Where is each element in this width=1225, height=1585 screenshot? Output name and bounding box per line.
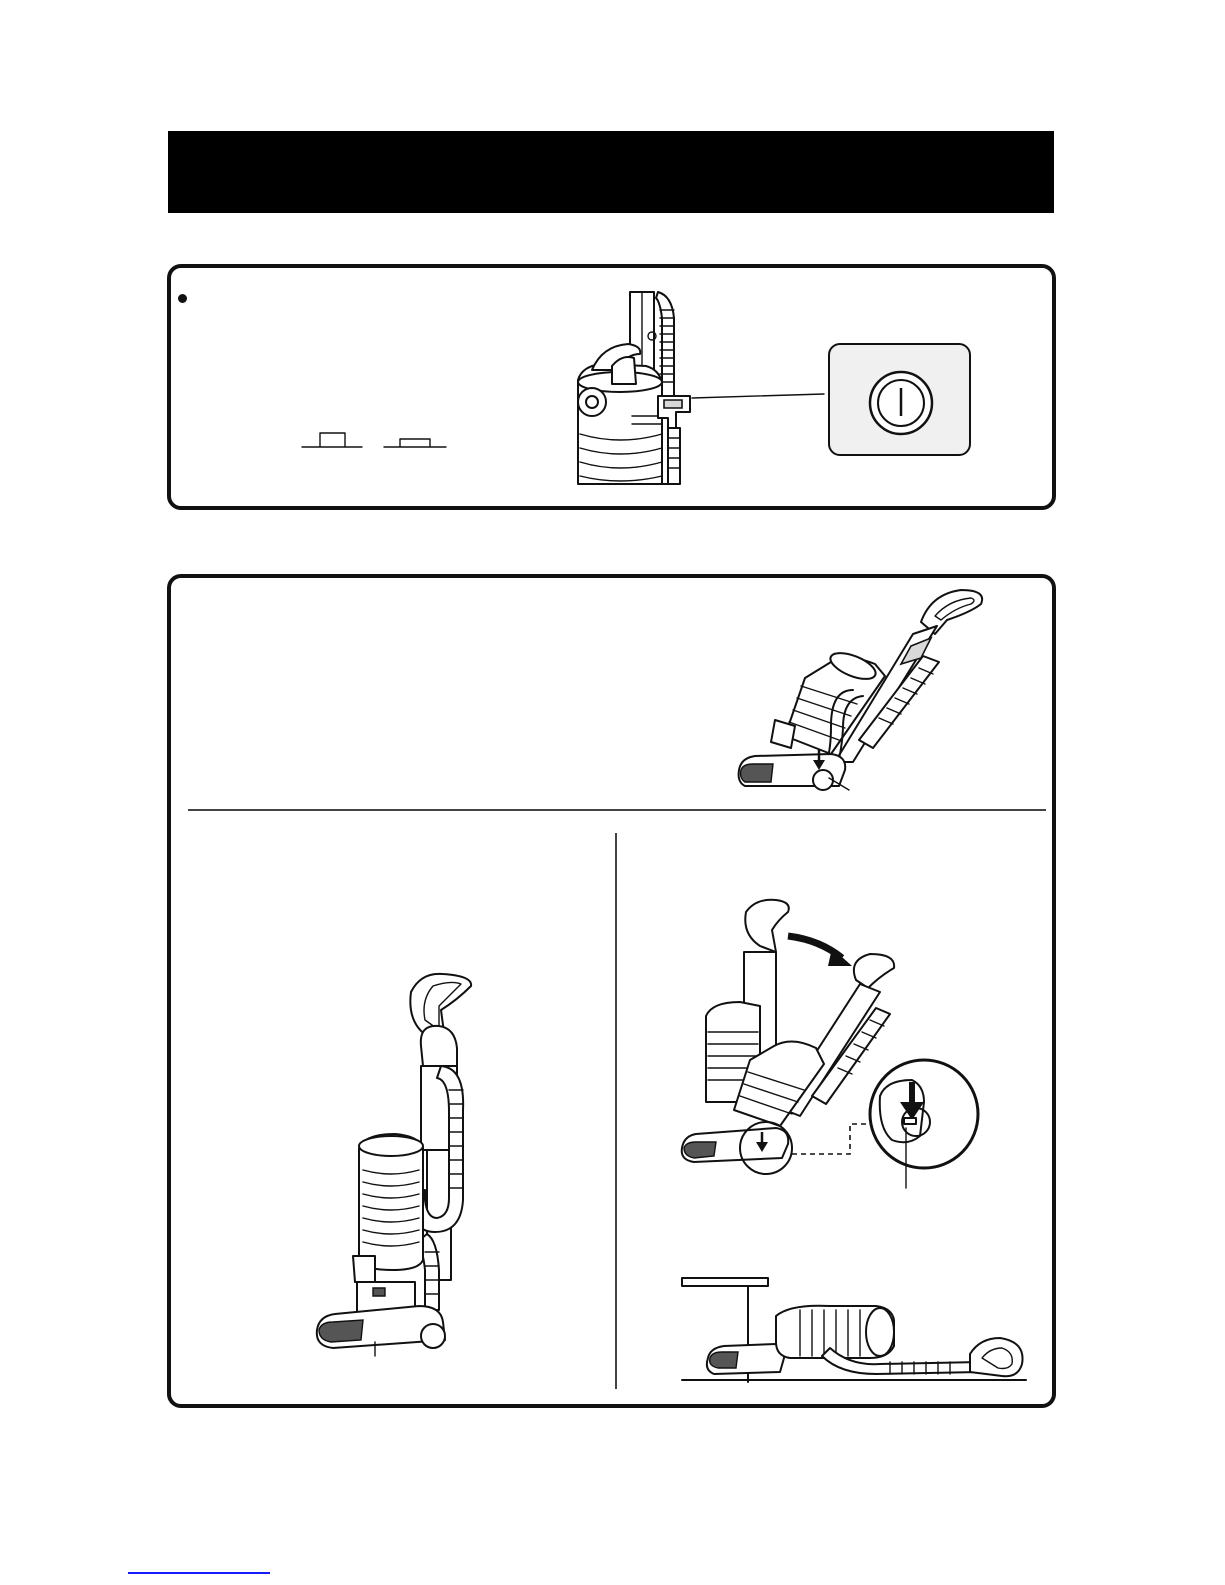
bullet-dot-icon [178,294,187,303]
footer-link-underline[interactable] [128,1572,270,1574]
callout-line [690,390,830,400]
vacuum-upright-illustration [315,970,485,1380]
vacuum-tilt-sequence-illustration [680,896,1010,1192]
vacuum-under-table-illustration [680,1276,1030,1386]
section-title-bar [168,131,1054,213]
panel-divider-horizontal [188,809,1046,811]
vacuum-reclined-illustration [735,586,1005,802]
vacuum-upper-body-illustration [572,288,712,484]
power-button-icon [863,370,939,436]
switch-position-symbols [300,428,450,452]
panel-divider-vertical [615,833,617,1389]
